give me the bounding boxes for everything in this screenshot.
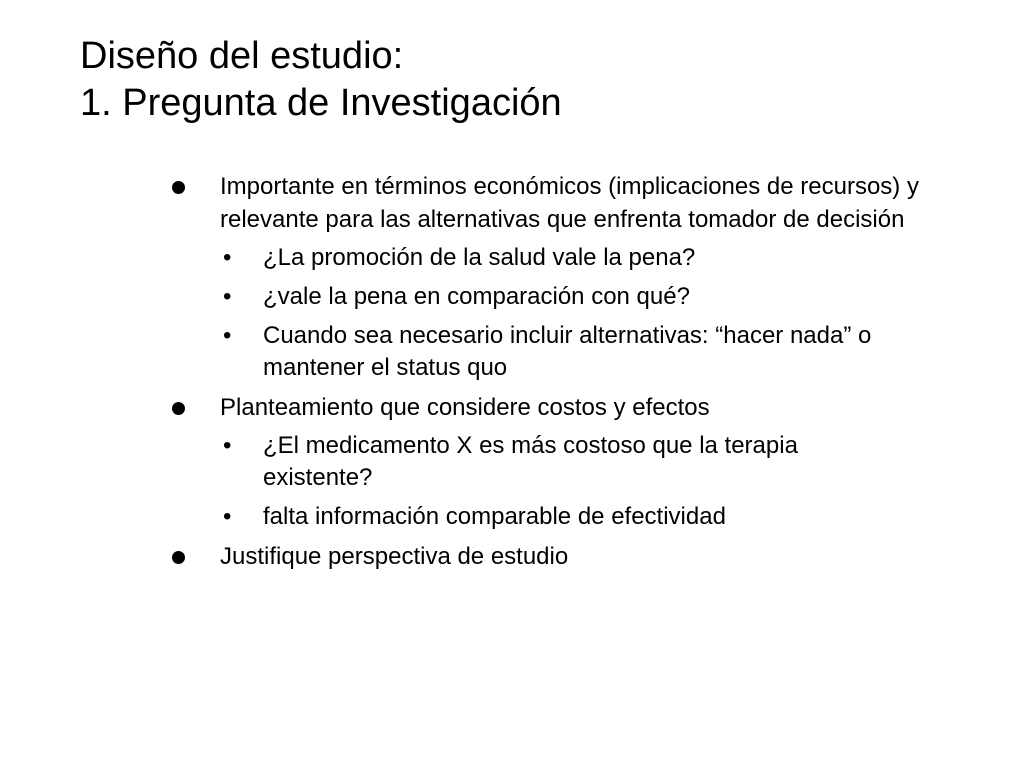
sub-bullet-icon: •	[223, 432, 232, 459]
bullet-icon	[172, 181, 185, 194]
sub-bullet-icon: •	[223, 322, 232, 349]
sub-bullet-text: ¿La promoción de la salud vale la pena?	[263, 244, 696, 271]
bullet-item-1	[0, 170, 920, 236]
slide-content	[0, 170, 1024, 579]
sub-bullet-item-1-2	[0, 281, 913, 313]
bullet-text: Importante en términos económicos (implicaciones de recursos) y relevante para las alternativas que enfrenta tomador de decisión	[220, 173, 919, 233]
title-line-1: Diseño del estudio:	[80, 35, 404, 77]
bullet-item-3	[0, 540, 920, 573]
sub-bullet-item-2-1	[0, 430, 913, 494]
bullet-item-2	[0, 391, 920, 424]
sub-bullet-text: ¿vale la pena en comparación con qué?	[263, 283, 690, 310]
sub-bullet-text: falta información comparable de efectividad	[263, 503, 726, 530]
bullet-text: Planteamiento que considere costos y efectos	[220, 394, 710, 421]
sub-bullet-item-2-2	[0, 501, 913, 533]
sub-bullet-icon: •	[223, 503, 232, 530]
bullet-icon	[172, 402, 185, 415]
sub-bullet-item-1-3	[0, 320, 913, 384]
sub-bullet-text: ¿El medicamento X es más costoso que la terapia existente?	[263, 432, 798, 491]
bullet-icon	[172, 551, 185, 564]
title-line-2: 1. Pregunta de Investigación	[80, 82, 562, 124]
sub-bullet-text: Cuando sea necesario incluir alternativas: “hacer nada” o mantener el status quo	[263, 322, 872, 381]
bullet-text: Justifique perspectiva de estudio	[220, 543, 569, 570]
sub-bullet-icon: •	[223, 283, 232, 310]
slide-title	[80, 33, 980, 127]
sub-bullet-item-1-1	[0, 242, 913, 274]
sub-bullet-icon: •	[223, 244, 232, 271]
